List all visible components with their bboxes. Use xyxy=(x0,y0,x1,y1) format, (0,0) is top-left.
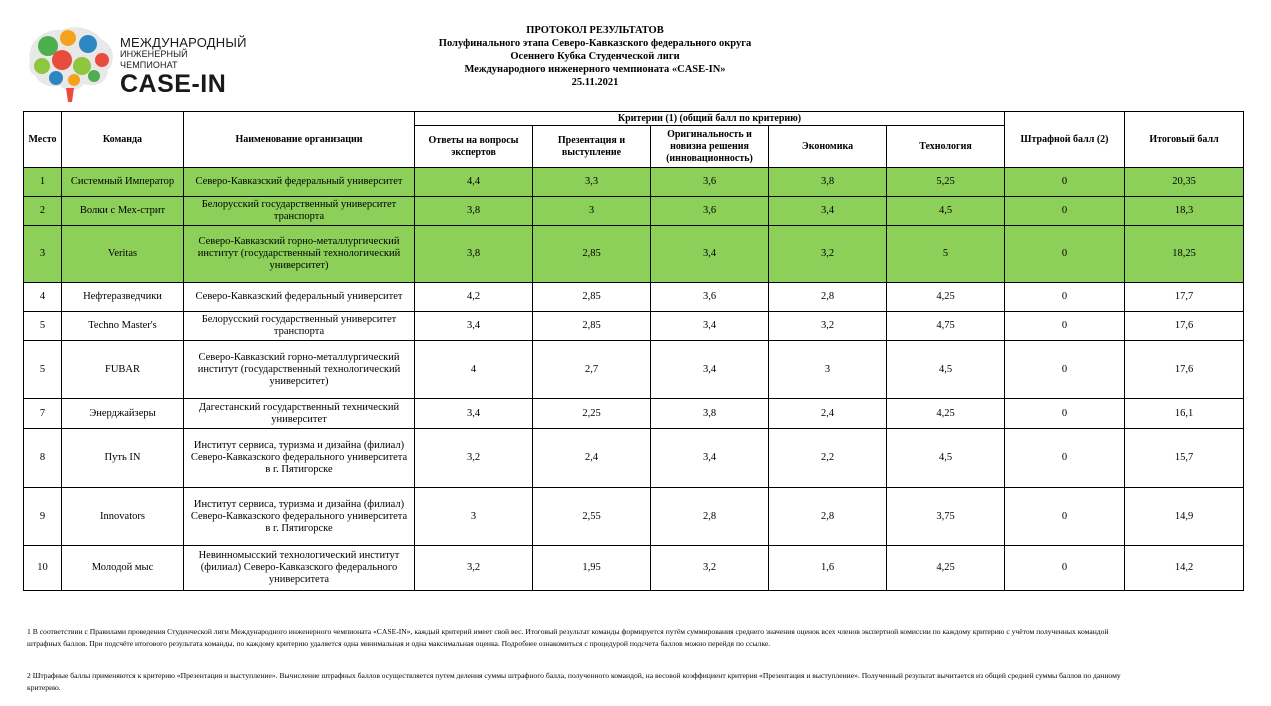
cell-technology: 4,25 xyxy=(887,546,1005,591)
table-row xyxy=(24,341,1244,399)
cell-total: 17,6 xyxy=(1125,341,1244,399)
cell-team: Нефтеразведчики xyxy=(62,283,184,312)
table-row xyxy=(24,488,1244,546)
header-criteria-group: Критерии (1) (общий балл по критерию) xyxy=(415,112,1005,126)
cell-presentation: 2,85 xyxy=(533,226,651,283)
document-header xyxy=(380,24,810,89)
cell-total: 14,9 xyxy=(1125,488,1244,546)
case-in-logo xyxy=(22,22,247,106)
cell-answers: 4 xyxy=(415,341,533,399)
cell-originality: 3,8 xyxy=(651,399,769,429)
cell-place: 3 xyxy=(24,226,62,283)
table-row xyxy=(24,312,1244,341)
cell-originality: 3,6 xyxy=(651,283,769,312)
cell-team: Veritas xyxy=(62,226,184,283)
cell-total: 17,6 xyxy=(1125,312,1244,341)
header-total: Итоговый балл xyxy=(1125,112,1244,168)
cell-economy: 3 xyxy=(769,341,887,399)
header-organization: Наименование организации xyxy=(184,112,415,168)
cell-technology: 3,75 xyxy=(887,488,1005,546)
cell-presentation: 2,85 xyxy=(533,312,651,341)
logo-line3: CASE-IN xyxy=(120,70,227,98)
cell-team: Системный Император xyxy=(62,168,184,197)
cell-place: 2 xyxy=(24,197,62,226)
cell-answers: 3,2 xyxy=(415,546,533,591)
cell-organization: Северо-Кавказский горно-металлургический институт (государственный технологический университет) xyxy=(184,226,415,283)
header-penalty: Штрафной балл (2) xyxy=(1005,112,1125,168)
cell-team: FUBAR xyxy=(62,341,184,399)
table-row xyxy=(24,168,1244,197)
cell-technology: 4,25 xyxy=(887,399,1005,429)
cell-originality: 2,8 xyxy=(651,488,769,546)
cell-penalty: 0 xyxy=(1005,546,1125,591)
cell-answers: 3,2 xyxy=(415,429,533,488)
table-row xyxy=(24,399,1244,429)
cell-total: 17,7 xyxy=(1125,283,1244,312)
cell-technology: 4,25 xyxy=(887,283,1005,312)
cell-presentation: 2,25 xyxy=(533,399,651,429)
cell-place: 1 xyxy=(24,168,62,197)
cell-originality: 3,6 xyxy=(651,168,769,197)
cell-answers: 3 xyxy=(415,488,533,546)
table-row xyxy=(24,197,1244,226)
cell-presentation: 2,4 xyxy=(533,429,651,488)
cell-organization: Невинномысский технологический институт (филиал) Северо-Кавказского федерального университета xyxy=(184,546,415,591)
cell-technology: 4,5 xyxy=(887,341,1005,399)
header-technology: Технология xyxy=(887,126,1005,168)
results-table xyxy=(23,111,1244,591)
cell-technology: 4,75 xyxy=(887,312,1005,341)
cell-economy: 3,2 xyxy=(769,226,887,283)
cell-penalty: 0 xyxy=(1005,226,1125,283)
cell-presentation: 3,3 xyxy=(533,168,651,197)
header-line2: Полуфинального этапа Северо-Кавказского федерального округа xyxy=(438,38,752,49)
header-line3: Осеннего Кубка Студенческой лиги xyxy=(510,51,680,62)
header-originality: Оригинальность и новизна решения (инновационность) xyxy=(651,126,769,168)
cell-place: 5 xyxy=(24,341,62,399)
cell-team: Innovators xyxy=(62,488,184,546)
cell-total: 16,1 xyxy=(1125,399,1244,429)
cell-presentation: 2,85 xyxy=(533,283,651,312)
cell-originality: 3,4 xyxy=(651,226,769,283)
cell-economy: 2,4 xyxy=(769,399,887,429)
table-row xyxy=(24,226,1244,283)
header-answers: Ответы на вопросы экспертов xyxy=(415,126,533,168)
header-team: Команда xyxy=(62,112,184,168)
cell-organization: Белорусский государственный университет транспорта xyxy=(184,312,415,341)
cell-team: Энерджайзеры xyxy=(62,399,184,429)
header-line4: Международного инженерного чемпионата «CASE-IN» xyxy=(464,64,726,75)
cell-team: Молодой мыс xyxy=(62,546,184,591)
cell-organization: Северо-Кавказский федеральный университет xyxy=(184,168,415,197)
cell-team: Путь IN xyxy=(62,429,184,488)
cell-economy: 3,2 xyxy=(769,312,887,341)
cell-originality: 3,4 xyxy=(651,341,769,399)
document-title: ПРОТОКОЛ РЕЗУЛЬТАТОВ xyxy=(526,25,664,36)
cell-presentation: 2,55 xyxy=(533,488,651,546)
cell-penalty: 0 xyxy=(1005,429,1125,488)
cell-penalty: 0 xyxy=(1005,168,1125,197)
cell-organization: Северо-Кавказский горно-металлургический институт (государственный технологический университет) xyxy=(184,341,415,399)
table-row xyxy=(24,546,1244,591)
cell-team: Волки с Мех-стрит xyxy=(62,197,184,226)
cell-answers: 3,4 xyxy=(415,312,533,341)
footnote-2: 2 Штрафные баллы применяются к критерию «Презентация и выступление». Вычисление штрафных баллов осуществляется путем деления суммы штрафного балла, полученного командой, на весовой коэффициент критерия «Презентация и выступление». Полученный результат вычитается из общей средней суммы баллов по данному критерию. xyxy=(27,671,1121,692)
cell-originality: 3,4 xyxy=(651,429,769,488)
cell-place: 5 xyxy=(24,312,62,341)
cell-penalty: 0 xyxy=(1005,283,1125,312)
cell-technology: 4,5 xyxy=(887,197,1005,226)
cell-total: 15,7 xyxy=(1125,429,1244,488)
cell-penalty: 0 xyxy=(1005,197,1125,226)
brain-gears-icon xyxy=(22,22,118,106)
cell-place: 4 xyxy=(24,283,62,312)
cell-technology: 5 xyxy=(887,226,1005,283)
header-date: 25.11.2021 xyxy=(571,77,619,88)
cell-place: 10 xyxy=(24,546,62,591)
cell-penalty: 0 xyxy=(1005,312,1125,341)
cell-economy: 3,4 xyxy=(769,197,887,226)
cell-place: 8 xyxy=(24,429,62,488)
cell-penalty: 0 xyxy=(1005,341,1125,399)
cell-presentation: 2,7 xyxy=(533,341,651,399)
cell-originality: 3,6 xyxy=(651,197,769,226)
header-place: Место xyxy=(24,112,62,168)
table-row xyxy=(24,429,1244,488)
cell-answers: 4,2 xyxy=(415,283,533,312)
cell-organization: Институт сервиса, туризма и дизайна (филиал) Северо-Кавказского федерального университета в г. Пятигорске xyxy=(184,429,415,488)
cell-presentation: 3 xyxy=(533,197,651,226)
cell-economy: 2,2 xyxy=(769,429,887,488)
cell-answers: 3,8 xyxy=(415,197,533,226)
logo-line1: МЕЖДУНАРОДНЫЙ xyxy=(120,35,247,50)
cell-penalty: 0 xyxy=(1005,488,1125,546)
cell-team: Techno Master's xyxy=(62,312,184,341)
cell-total: 18,25 xyxy=(1125,226,1244,283)
cell-presentation: 1,95 xyxy=(533,546,651,591)
cell-organization: Белорусский государственный университет транспорта xyxy=(184,197,415,226)
cell-total: 18,3 xyxy=(1125,197,1244,226)
cell-organization: Дагестанский государственный технический университет xyxy=(184,399,415,429)
cell-originality: 3,4 xyxy=(651,312,769,341)
cell-economy: 3,8 xyxy=(769,168,887,197)
header-economy: Экономика xyxy=(769,126,887,168)
logo-line2: ИНЖЕНЕРНЫЙ ЧЕМПИОНАТ xyxy=(120,49,188,70)
cell-technology: 5,25 xyxy=(887,168,1005,197)
cell-organization: Северо-Кавказский федеральный университет xyxy=(184,283,415,312)
cell-answers: 3,8 xyxy=(415,226,533,283)
header-presentation: Презентация и выступление xyxy=(533,126,651,168)
footnote-1: 1 В соответствии с Правилами проведения Студенческой лиги Международного инженерного чемпионата «CASE-IN», каждый критерий имеет свой вес. Итоговый результат команды формируется путём суммирования среднего значения оценок всех членов экспертной комиссии по каждому критерию с учётом полученных командой штрафных баллов. При подсчёте итогового результата команды, по каждому критерию удаляется одна минимальная и одна максимальная оценка. Подробнее ознакомиться с процедурой подсчета баллов можно перейдя по ссылке. xyxy=(27,627,1109,648)
cell-answers: 4,4 xyxy=(415,168,533,197)
table-row xyxy=(24,283,1244,312)
cell-technology: 4,5 xyxy=(887,429,1005,488)
cell-penalty: 0 xyxy=(1005,399,1125,429)
cell-organization: Институт сервиса, туризма и дизайна (филиал) Северо-Кавказского федерального университета в г. Пятигорске xyxy=(184,488,415,546)
cell-economy: 2,8 xyxy=(769,488,887,546)
cell-originality: 3,2 xyxy=(651,546,769,591)
cell-total: 20,35 xyxy=(1125,168,1244,197)
cell-total: 14,2 xyxy=(1125,546,1244,591)
cell-answers: 3,4 xyxy=(415,399,533,429)
cell-economy: 1,6 xyxy=(769,546,887,591)
cell-place: 9 xyxy=(24,488,62,546)
cell-economy: 2,8 xyxy=(769,283,887,312)
cell-place: 7 xyxy=(24,399,62,429)
